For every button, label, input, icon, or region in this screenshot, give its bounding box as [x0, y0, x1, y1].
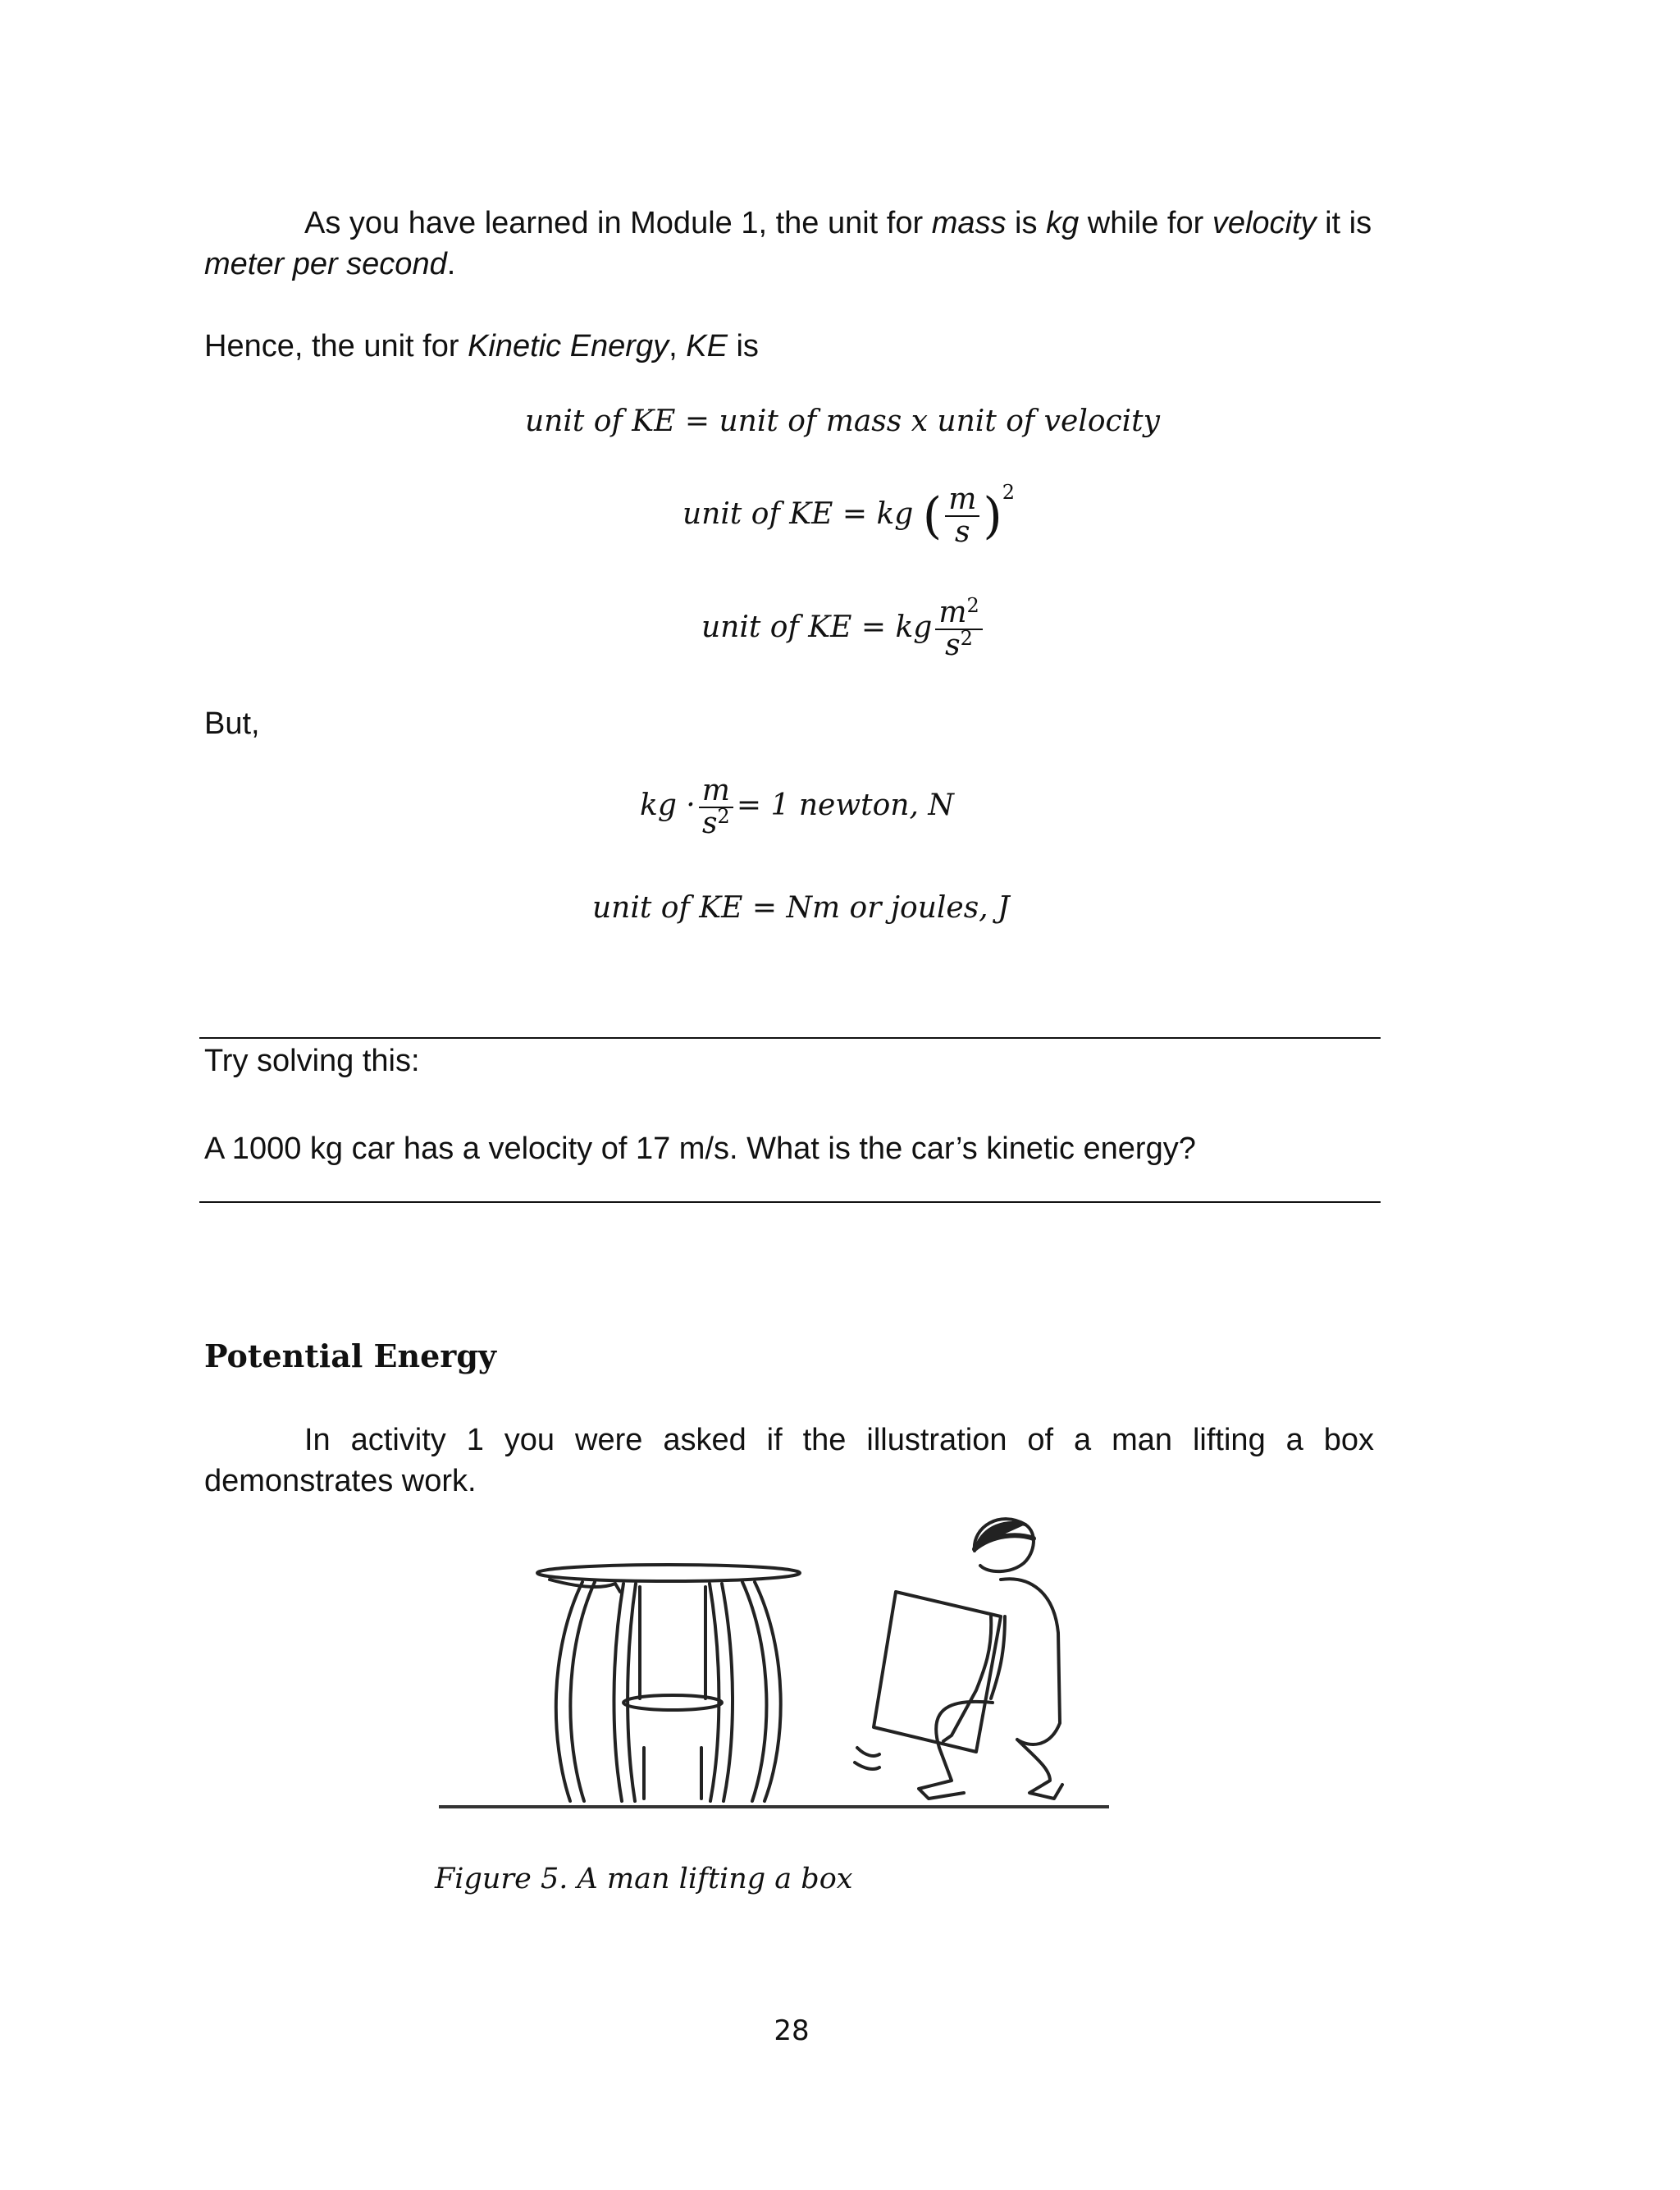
equation-unit-of-ke-kg-m2-s2: unit of KE = kg $\frac{m^2}{s^2}$: [701, 597, 986, 661]
term-mass: mass: [931, 206, 1007, 240]
man-drawing: [855, 1519, 1062, 1799]
fraction-m-over-s2: $\frac{m}{s^2}$: [699, 775, 733, 839]
term-ke: KE: [686, 329, 728, 363]
term-kg: kg: [1046, 206, 1080, 240]
bottom-rule: [199, 1201, 1381, 1203]
term-meter-per-second: meter per second: [204, 247, 447, 281]
equation-unit-of-ke-squared: unit of KE = kg ( $\frac{m}{s}$ )$^2$: [682, 481, 1016, 549]
equation-newton-definition: kg · $\frac{m}{s^2}$ = 1 newton, N: [640, 774, 954, 840]
equation-unit-of-ke-joules: unit of KE = Nm or joules, J: [592, 891, 1010, 925]
try-label: Try solving this:: [204, 1044, 420, 1078]
section-body: In activity 1 you were asked if the illustration of a man lifting a box demonstrates work.: [204, 1423, 1374, 1498]
figure-caption: Figure 5. A man lifting a box: [435, 1863, 853, 1895]
man-lifting-box-illustration: [427, 1502, 1116, 1830]
intro-paragraph: As you have learned in Module 1, the unit for mass is kg while for velocity it is meter per second.: [204, 206, 1372, 281]
term-kinetic-energy: Kinetic Energy: [468, 329, 669, 363]
term-velocity: velocity: [1212, 206, 1317, 240]
section-heading: Potential Energy: [204, 1337, 496, 1374]
hence-paragraph: Hence, the unit for Kinetic Energy, KE is: [204, 329, 759, 363]
top-rule: [199, 1037, 1381, 1039]
fraction-m-over-s: $\frac{m}{s}$: [945, 484, 979, 548]
but-text: But,: [204, 706, 260, 741]
page-number: 28: [774, 2014, 810, 2047]
try-question: A 1000 kg car has a velocity of 17 m/s. What is the car’s kinetic energy?: [204, 1132, 1196, 1166]
table-drawing: [537, 1565, 800, 1801]
fraction-m2-over-s2: $\frac{m^2}{s^2}$: [935, 597, 982, 661]
equation-unit-of-ke-definition: unit of KE = unit of mass x unit of velocity: [525, 405, 1160, 438]
